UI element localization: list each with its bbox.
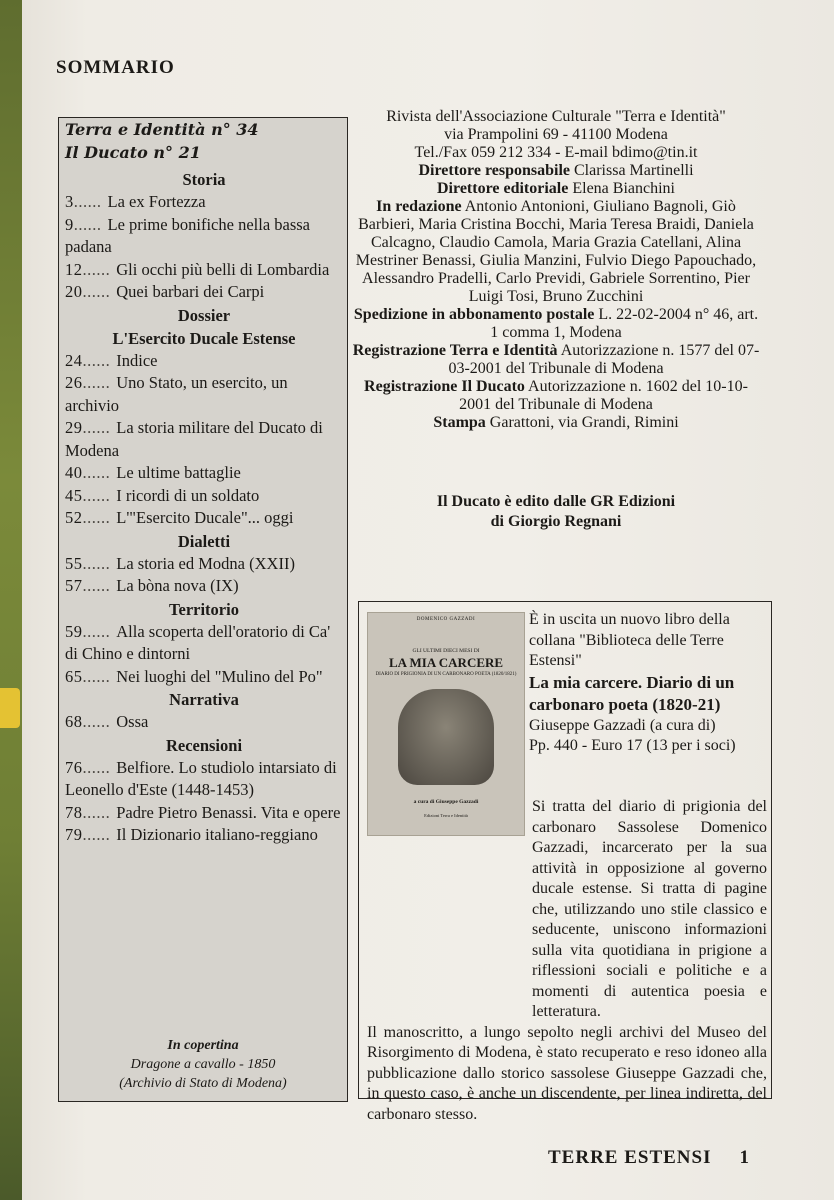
toc-page-number: 52 ...... <box>65 508 110 527</box>
toc-entry <box>65 462 343 485</box>
toc-entry <box>65 485 343 508</box>
toc-section-heading: Narrativa <box>169 690 239 709</box>
toc-entry <box>65 757 343 802</box>
book-cover-subtitle: GLI ULTIMI DIECI MESI DI <box>412 648 480 654</box>
toc-entry-title: Quei barbari dei Carpi <box>116 282 265 301</box>
masthead-line-2: via Prampolini 69 - 41100 Modena <box>444 126 668 143</box>
toc-entry-title: Uno Stato, un esercito, un archivio <box>65 373 288 415</box>
book-price: Pp. 440 - Euro 17 (13 per i soci) <box>529 737 736 754</box>
toc-entry <box>65 214 343 259</box>
prison-vault-illustration <box>398 689 494 785</box>
toc-entry <box>65 553 343 576</box>
toc-entry <box>65 575 343 598</box>
toc-entry-title: L'"Esercito Ducale"... oggi <box>116 508 294 527</box>
cover-note <box>59 1036 347 1093</box>
toc-list <box>65 118 343 847</box>
toc-section-heading: Storia <box>182 170 226 189</box>
toc-entry-title: Gli occhi più belli di Lombardia <box>116 259 330 279</box>
printer <box>352 414 760 432</box>
toc-page-number: 29 ...... <box>65 418 110 437</box>
toc-entry <box>65 372 343 417</box>
toc-page-number: 24 ...... <box>65 351 110 370</box>
registration-terra-label: Registrazione Terra e Identità <box>352 342 558 359</box>
magazine-title-1: Terra e Identità n° 34 <box>65 120 259 139</box>
registration-terra-value: Autorizzazione n. 1577 del 07-03-2001 del Tribunale di Modena <box>448 342 760 377</box>
toc-section-heading: L'Esercito Ducale Estense <box>112 328 296 348</box>
book-para-1: Si tratta del diario di prigionia del carbonaro Sassolese Domenico Gazzadi, incarcerato per la sua attività in opposizione al governo ducale estense. Si tratta di pagine che, utilizzando uno stile classico e seducente, uniscono informazioni sulla vita quotidiana in prigione a riflessioni sociali e politiche e a momenti di autentica poesia e letteratura. <box>532 798 767 1020</box>
toc-page-number: 12 ...... <box>65 260 110 279</box>
toc-section-heading: Dialetti <box>177 531 231 551</box>
toc-entry-title: Il Dizionario italiano-reggiano <box>116 825 318 844</box>
toc-page-number: 20 ...... <box>65 282 110 301</box>
toc-entry <box>65 824 343 847</box>
toc-page-number: 3 ...... <box>65 192 102 211</box>
toc-page-number: 65 ...... <box>65 667 110 686</box>
postal-shipping <box>352 306 760 342</box>
toc-page-number: 57 ...... <box>65 576 110 595</box>
toc-page-number: 76 ...... <box>65 758 110 777</box>
cover-label: In copertina <box>167 1038 239 1053</box>
book-cover-author: DOMENICO GAZZADI <box>416 617 476 622</box>
book-title: La mia carcere. Diario di un carbonaro poeta (1820-21) <box>529 672 735 714</box>
toc-entry <box>65 350 343 373</box>
book-para-2: Il manoscritto, a lungo sepolto negli archivi del Museo del Risorgimento di Modena, è stato recuperato e reso idoneo alla pubblicazione dallo storico sassolese Giuseppe Gazzadi che, in questo caso, è anche un discendente, per linea indiretta, del carbonaro stesso. <box>367 1023 767 1123</box>
book-cover-publisher: Edizioni Terra e Identità <box>424 813 468 818</box>
toc-entry-title: Indice <box>116 350 158 370</box>
toc-entry <box>65 666 343 689</box>
toc-page-number: 40 ...... <box>65 463 110 482</box>
toc-page-number: 68 ...... <box>65 712 110 731</box>
book-cover-subtitle-2: DIARIO DI PRIGIONIA DI UN CARBONARO POETA (1820/1821) <box>375 672 517 677</box>
toc-entry <box>65 507 343 530</box>
toc-page-number: 55 ...... <box>65 554 110 573</box>
page-number: 1 <box>739 1147 750 1168</box>
book-cover-editor: a cura di Giuseppe Gazzadi <box>413 799 479 805</box>
book-description <box>367 797 767 1125</box>
registration-terra <box>352 342 760 378</box>
toc-entry-title: Ossa <box>116 712 149 731</box>
masthead <box>352 108 760 432</box>
toc-page-number: 9 ...... <box>65 215 102 234</box>
toc-section-heading: Dossier <box>177 305 231 325</box>
book-cover-title: LA MIA CARCERE <box>388 655 504 670</box>
toc-entry-title: Le prime bonifiche nella bassa padana <box>65 214 311 256</box>
toc-entry-title: Nei luoghi del "Mulino del Po" <box>116 666 323 686</box>
director-editorial <box>352 180 760 198</box>
toc-entry <box>65 191 343 214</box>
postal-shipping-label: Spedizione in abbonamento postale <box>353 306 595 323</box>
masthead-line-3: Tel./Fax 059 212 334 - E-mail bdimo@tin.it <box>414 144 698 161</box>
toc-entry-title: Le ultime battaglie <box>116 463 241 482</box>
toc-entry-title: Belfiore. Lo studiolo intarsiato di Leonello d'Este (1448-1453) <box>65 757 337 799</box>
editorial-staff-label: In redazione <box>376 198 462 215</box>
printer-value: Garattoni, via Grandi, Rimini <box>489 414 679 431</box>
masthead-line-1: Rivista dell'Associazione Culturale "Terra e Identità" <box>386 108 726 125</box>
toc-entry <box>65 711 343 734</box>
magazine-title-2: Il Ducato n° 21 <box>65 143 201 162</box>
toc-page-number: 26 ...... <box>65 373 110 392</box>
publisher-note <box>352 492 760 532</box>
editorial-staff <box>352 198 760 306</box>
postal-shipping-value: L. 22-02-2004 n° 46, art. 1 comma 1, Modena <box>490 306 759 341</box>
registration-ducato-label: Registrazione Il Ducato <box>364 378 525 395</box>
registration-ducato-value: Autorizzazione n. 1602 del 10-10-2001 del Tribunale di Modena <box>459 378 748 413</box>
page-footer <box>548 1147 750 1169</box>
printer-label: Stampa <box>433 414 486 431</box>
toc-entry-title: La bòna nova (IX) <box>116 576 239 595</box>
toc-entry-title: La ex Fortezza <box>107 192 206 211</box>
toc-entry <box>65 259 343 282</box>
book-announcement <box>358 601 772 1123</box>
toc-entry-title: La storia militare del Ducato di Modena <box>65 418 323 460</box>
toc-page-number: 79 ...... <box>65 825 110 844</box>
toc-entry-title: I ricordi di un soldato <box>116 485 260 505</box>
toc-entry-title: Alla scoperta dell'oratorio di Ca' di Chino e dintorni <box>65 621 331 663</box>
table-of-contents <box>58 117 348 1102</box>
toc-entry-title: Padre Pietro Benassi. Vita e opere <box>116 802 341 822</box>
bookmark-tab <box>0 688 20 728</box>
toc-entry-title: La storia ed Modna (XXII) <box>116 553 295 573</box>
editorial-staff-value: Antonio Antonioni, Giuliano Bagnoli, Giò Barbieri, Maria Cristina Bocchi, Maria Teresa Braidi, Daniela Calcagno, Claudio Camola, Maria Grazia Catellani, Alina Mestriner Benassi, Giulia Manzini, Fulvio Diego Papouchado, Alessandro Pradelli, Carlo Previdi, Gabriele Sorrentino, Pier Luigi Tosi, Bruno Zucchini <box>355 198 757 305</box>
book-announce: È in uscita un nuovo libro della collana "Biblioteca delle Terre Estensi" <box>529 611 730 669</box>
toc-entry <box>65 802 343 825</box>
toc-page-number: 59 ...... <box>65 622 110 641</box>
toc-page-number: 78 ...... <box>65 803 110 822</box>
toc-entry <box>65 621 343 666</box>
page-heading: SOMMARIO <box>56 57 175 78</box>
director-responsible-value: Clarissa Martinelli <box>574 162 694 179</box>
toc-entry <box>65 417 343 462</box>
registration-ducato <box>352 378 760 414</box>
toc-entry <box>65 281 343 304</box>
book-details <box>529 610 767 757</box>
publisher-line-1: Il Ducato è edito dalle GR Edizioni <box>436 493 676 510</box>
toc-section-heading: Recensioni <box>165 735 243 755</box>
cover-line-1: Dragone a cavallo - 1850 <box>130 1057 276 1072</box>
cover-line-2: (Archivio di Stato di Modena) <box>119 1076 287 1091</box>
director-responsible-label: Direttore responsabile <box>418 162 570 179</box>
toc-section-heading: Territorio <box>169 599 239 619</box>
director-editorial-value: Elena Bianchini <box>572 180 675 197</box>
publisher-line-2: di Giorgio Regnani <box>490 513 622 530</box>
magazine-spine <box>0 0 22 1200</box>
toc-page-number: 45 ...... <box>65 486 110 505</box>
director-responsible <box>352 162 760 180</box>
book-author: Giuseppe Gazzadi (a cura di) <box>529 716 716 734</box>
footer-title: TERRE ESTENSI <box>548 1147 712 1168</box>
director-editorial-label: Direttore editoriale <box>437 180 569 197</box>
